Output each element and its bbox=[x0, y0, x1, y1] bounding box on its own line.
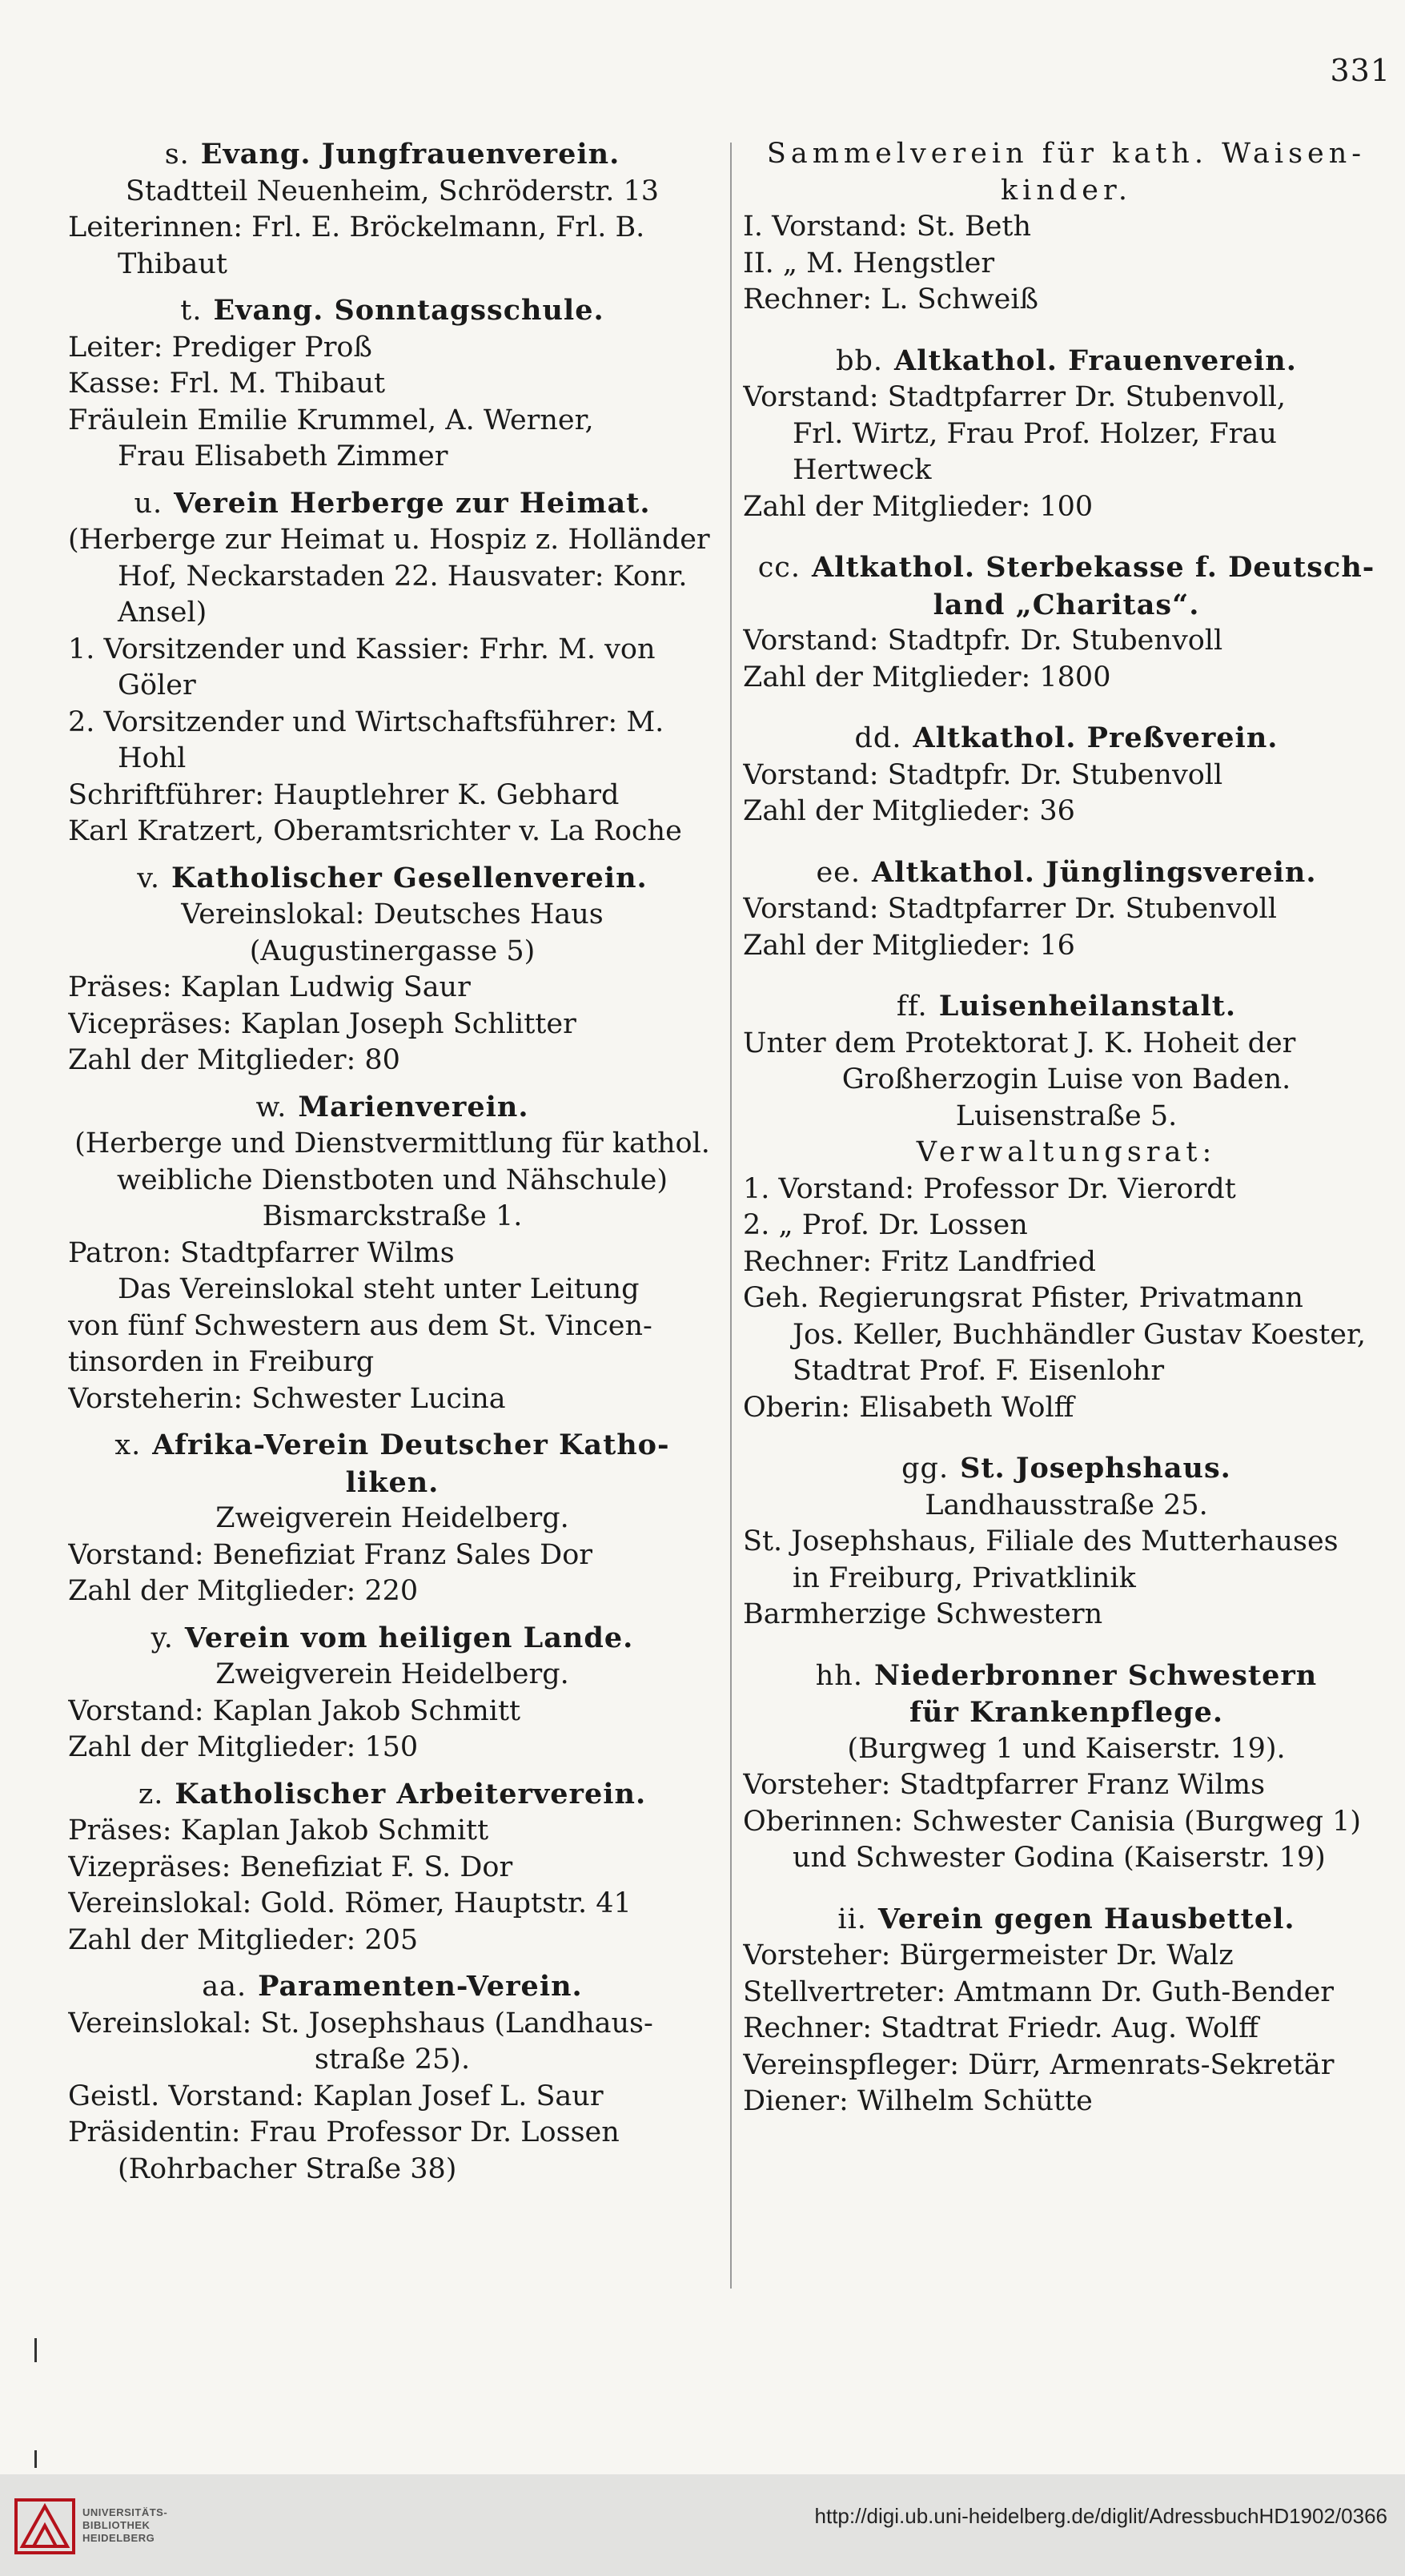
section-title: Altkathol. Preßverein. bbox=[913, 721, 1279, 754]
entry-line: Oberinnen: Schwester Canisia (Burgweg 1) bbox=[743, 1805, 1362, 1838]
entry-line: Rechner: L. Schweiß bbox=[743, 283, 1038, 315]
entry-line: Hof, Neckarstaden 22. Hausvater: Konr. bbox=[118, 560, 688, 593]
section-letter: hh. bbox=[815, 1659, 863, 1692]
entry-line: (Herberge zur Heimat u. Hospiz z. Holländer bbox=[68, 524, 710, 556]
spacer bbox=[743, 696, 1390, 710]
entry-line: Hertweck bbox=[793, 454, 932, 486]
logo-text bbox=[82, 2506, 167, 2545]
entry-line: Präses: Kaplan Ludwig Saur bbox=[68, 971, 471, 1003]
section-title: Altkathol. Sterbekasse f. Deutsch- bbox=[812, 551, 1375, 584]
section-letter: w. bbox=[255, 1091, 287, 1123]
section-title: Evang. Sonntagsschule. bbox=[213, 294, 604, 327]
entry-line: Bismarckstraße 1. bbox=[262, 1200, 523, 1232]
entry-line: Vicepräses: Kaplan Joseph Schlitter bbox=[68, 1007, 576, 1040]
entry-line: Stadtrat Prof. F. Eisenlohr bbox=[793, 1355, 1165, 1387]
section-letter: z. bbox=[138, 1778, 164, 1810]
entry-line: 1. Vorstand: Professor Dr. Vierordt bbox=[743, 1172, 1236, 1205]
entry-line: straße 25). bbox=[314, 2044, 471, 2076]
section-heading bbox=[743, 343, 1390, 380]
section-heading bbox=[68, 860, 717, 898]
logo-line: UNIVERSITÄTS- bbox=[82, 2506, 168, 2518]
spacer bbox=[743, 964, 1390, 979]
section-title: Evang. Jungfrauenverein. bbox=[200, 138, 620, 171]
entry-line: II. „ M. Hengstler bbox=[743, 247, 995, 279]
section-heading bbox=[68, 292, 717, 330]
entry-line: Zahl der Mitglieder: 100 bbox=[743, 490, 1094, 523]
section-title: Verein Herberge zur Heimat. bbox=[174, 486, 651, 520]
entry-line: Das Vereinslokal steht unter Leitung bbox=[118, 1273, 640, 1305]
section-heading bbox=[743, 854, 1390, 892]
section-heading bbox=[743, 988, 1390, 1026]
entry-line: 2. Vorsitzender und Wirtschaftsführer: M. bbox=[68, 705, 664, 738]
section-letter: dd. bbox=[854, 722, 902, 754]
entry-line: Vorstand: Stadtpfr. Dr. Stubenvoll bbox=[743, 758, 1223, 791]
section-letter: bb. bbox=[836, 344, 883, 377]
entry-line: Stellvertreter: Amtmann Dr. Guth-Bender bbox=[743, 1975, 1335, 2008]
section-title: St. Josephshaus. bbox=[960, 1452, 1231, 1485]
entry-line: Zahl der Mitglieder: 220 bbox=[68, 1575, 419, 1607]
entry-line: Vereinslokal: Deutsches Haus bbox=[181, 898, 604, 930]
section-letter: cc. bbox=[757, 552, 801, 584]
section-letter: y. bbox=[151, 1622, 174, 1654]
entry-line: Zweigverein Heidelberg. bbox=[215, 1502, 569, 1534]
spacer bbox=[743, 525, 1390, 540]
section-heading bbox=[68, 1776, 717, 1814]
logo-line: BIBLIOTHEK bbox=[82, 2519, 151, 2531]
entry-line: Zahl der Mitglieder: 16 bbox=[743, 929, 1075, 962]
section-heading-continued: liken. bbox=[345, 1465, 440, 1499]
section-letter: ff. bbox=[896, 991, 928, 1023]
entry-line: Geh. Regierungsrat Pfister, Privatmann bbox=[743, 1282, 1303, 1314]
entry-line: Diener: Wilhelm Schütte bbox=[743, 2085, 1093, 2117]
section-letter: v. bbox=[137, 862, 161, 894]
section-letter: ee. bbox=[816, 856, 861, 889]
entry-line: Frl. Wirtz, Frau Prof. Holzer, Frau bbox=[793, 417, 1277, 450]
spacer bbox=[743, 319, 1390, 333]
entry-line: Fräulein Emilie Krummel, A. Werner, bbox=[68, 404, 594, 436]
entry-line: in Freiburg, Privatklinik bbox=[793, 1561, 1136, 1594]
section-title: Altkathol. Jünglingsverein. bbox=[872, 855, 1317, 889]
entry-line: Großherzogin Luise von Baden. bbox=[841, 1063, 1291, 1095]
section-heading bbox=[68, 1620, 717, 1658]
section-title: Marienverein. bbox=[298, 1090, 529, 1123]
section-letter: gg. bbox=[901, 1453, 949, 1485]
left-column bbox=[68, 136, 717, 2188]
entry-line: Luisenstraße 5. bbox=[955, 1099, 1178, 1132]
entry-line: Kasse: Frl. M. Thibaut bbox=[68, 368, 386, 400]
section-title: Verein vom heiligen Lande. bbox=[184, 1621, 634, 1654]
entry-line: St. Josephshaus, Filiale des Mutterhauses bbox=[743, 1525, 1339, 1557]
section-letter: aa. bbox=[202, 1971, 247, 2003]
entry-line: (Herberge und Dienstvermittlung für kathol. bbox=[74, 1127, 710, 1159]
page-number: 331 bbox=[1330, 53, 1391, 88]
section-letter: u. bbox=[134, 487, 163, 520]
entry-line: Göler bbox=[118, 669, 196, 701]
entry-line: Zahl der Mitglieder: 1800 bbox=[743, 661, 1111, 693]
section-heading bbox=[68, 1089, 717, 1127]
entry-line: Patron: Stadtpfarrer Wilms bbox=[68, 1236, 455, 1269]
entry-line: Zahl der Mitglieder: 80 bbox=[68, 1044, 400, 1076]
entry-line: Barmherzige Schwestern bbox=[743, 1598, 1103, 1630]
entry-line: Vorstand: Stadtpfr. Dr. Stubenvoll bbox=[743, 625, 1223, 657]
section-letter: t. bbox=[180, 295, 203, 327]
entry-line: Oberin: Elisabeth Wolff bbox=[743, 1391, 1074, 1424]
margin-mark bbox=[34, 2450, 37, 2468]
entry-line: Vereinspfleger: Dürr, Armenrats-Sekretär bbox=[743, 2048, 1335, 2081]
entry-line: (Burgweg 1 und Kaiserstr. 19). bbox=[847, 1732, 1286, 1765]
entry-line: Hohl bbox=[118, 742, 187, 774]
entry-line: Jos. Keller, Buchhändler Gustav Koester, bbox=[793, 1318, 1367, 1351]
entry-line: Vorsteherin: Schwester Lucina bbox=[68, 1382, 506, 1415]
entry-line: Präsidentin: Frau Professor Dr. Lossen bbox=[68, 2116, 620, 2148]
entry-line: Präses: Kaplan Jakob Schmitt bbox=[68, 1814, 489, 1847]
section-letter: ii. bbox=[837, 1903, 867, 1935]
entry-line: Vorsteher: Bürgermeister Dr. Walz bbox=[743, 1939, 1234, 1971]
entry-line: Zweigverein Heidelberg. bbox=[215, 1658, 569, 1690]
entry-line: Leiter: Prediger Proß bbox=[68, 331, 372, 364]
entry-line: Leiterinnen: Frl. E. Bröckelmann, Frl. B. bbox=[68, 211, 645, 243]
section-heading bbox=[743, 549, 1390, 587]
entry-line: Vorstand: Benefiziat Franz Sales Dor bbox=[68, 1538, 593, 1571]
section-heading bbox=[68, 1427, 717, 1465]
section-title: Katholischer Gesellenverein. bbox=[171, 861, 648, 894]
entry-line: Landhausstraße 25. bbox=[925, 1489, 1208, 1521]
entry-line: weibliche Dienstboten und Nähschule) bbox=[117, 1163, 668, 1196]
section-title: Katholischer Arbeiterverein. bbox=[175, 1777, 647, 1810]
spacer bbox=[743, 1877, 1390, 1891]
section-letter: s. bbox=[164, 139, 190, 171]
section-title: Altkathol. Frauenverein. bbox=[894, 344, 1297, 377]
section-heading bbox=[743, 1901, 1390, 1939]
entry-line: Zahl der Mitglieder: 36 bbox=[743, 795, 1075, 827]
entry-line: kinder. bbox=[1000, 174, 1133, 207]
entry-line: Stadtteil Neuenheim, Schröderstr. 13 bbox=[125, 175, 660, 207]
section-heading bbox=[68, 1968, 717, 2006]
entry-line: Verwaltungsrat: bbox=[916, 1136, 1217, 1168]
entry-line: Vorstand: Kaplan Jakob Schmitt bbox=[68, 1694, 521, 1727]
entry-line: tinsorden in Freiburg bbox=[68, 1346, 375, 1378]
section-heading bbox=[743, 1450, 1390, 1488]
entry-line: Vorstand: Stadtpfarrer Dr. Stubenvoll, bbox=[743, 381, 1287, 413]
column-divider bbox=[730, 143, 732, 2289]
section-title: Verein gegen Hausbettel. bbox=[877, 1902, 1295, 1935]
section-heading bbox=[68, 136, 717, 174]
section-heading-continued: land „Charitas“. bbox=[933, 588, 1200, 621]
entry-line: Rechner: Fritz Landfried bbox=[743, 1245, 1097, 1278]
margin-mark bbox=[34, 2338, 37, 2362]
entry-line: (Augustinergasse 5) bbox=[249, 934, 536, 967]
section-title: Luisenheilanstalt. bbox=[938, 990, 1237, 1023]
entry-line: Unter dem Protektorat J. K. Hoheit der bbox=[743, 1027, 1296, 1059]
entry-line: Frau Elisabeth Zimmer bbox=[118, 440, 448, 472]
entry-line: und Schwester Godina (Kaiserstr. 19) bbox=[793, 1842, 1326, 1874]
entry-line: Vorsteher: Stadtpfarrer Franz Wilms bbox=[743, 1769, 1266, 1801]
entry-line: Thibaut bbox=[118, 247, 227, 280]
entry-line: (Rohrbacher Straße 38) bbox=[118, 2152, 457, 2185]
logo-line: HEIDELBERG bbox=[82, 2532, 155, 2544]
entry-line: Vereinslokal: Gold. Römer, Hauptstr. 41 bbox=[68, 1887, 632, 1919]
entry-line: Zahl der Mitglieder: 205 bbox=[68, 1923, 419, 1956]
entry-line: Zahl der Mitglieder: 150 bbox=[68, 1731, 419, 1763]
section-letter: x. bbox=[114, 1429, 142, 1461]
entry-line: 2. „ Prof. Dr. Lossen bbox=[743, 1209, 1028, 1241]
section-heading bbox=[68, 485, 717, 523]
section-title: Niederbronner Schwestern bbox=[873, 1658, 1318, 1692]
section-title: Afrika-Verein Deutscher Katho- bbox=[152, 1429, 670, 1461]
right-column bbox=[743, 136, 1390, 2120]
entry-line: I. Vorstand: St. Beth bbox=[743, 211, 1032, 243]
entry-line: Vereinslokal: St. Josephshaus (Landhaus- bbox=[68, 2007, 653, 2040]
entry-line: Vizepräses: Benefiziat F. S. Dor bbox=[68, 1851, 513, 1883]
entry-line: Rechner: Stadtrat Friedr. Aug. Wolff bbox=[743, 2012, 1258, 2044]
entry-line: Geistl. Vorstand: Kaplan Josef L. Saur bbox=[68, 2080, 604, 2112]
spacer bbox=[743, 1634, 1390, 1648]
entry-line: Sammelverein für kath. Waisen- bbox=[766, 138, 1367, 170]
spacer bbox=[743, 1426, 1390, 1441]
entry-line: 1. Vorsitzender und Kassier: Frhr. M. von bbox=[68, 633, 656, 665]
footer-bar bbox=[0, 2474, 1405, 2576]
section-heading-continued: für Krankenpflege. bbox=[909, 1696, 1224, 1729]
spacer bbox=[743, 830, 1390, 845]
entry-line: Schriftführer: Hauptlehrer K. Gebhard bbox=[68, 778, 620, 811]
entry-line: von fünf Schwestern aus dem St. Vincen- bbox=[68, 1309, 652, 1342]
source-url-link[interactable]: http://digi.ub.uni-heidelberg.de/diglit/AdressbuchHD1902/0366 bbox=[814, 2504, 1387, 2528]
section-title: Paramenten-Verein. bbox=[258, 1970, 583, 2003]
university-library-logo-icon bbox=[14, 2498, 75, 2554]
section-heading bbox=[743, 720, 1390, 758]
entry-line: Karl Kratzert, Oberamtsrichter v. La Roche bbox=[68, 815, 682, 847]
section-heading bbox=[743, 1658, 1390, 1695]
entry-line: Ansel) bbox=[118, 597, 207, 629]
entry-line: Vorstand: Stadtpfarrer Dr. Stubenvoll bbox=[743, 893, 1277, 925]
